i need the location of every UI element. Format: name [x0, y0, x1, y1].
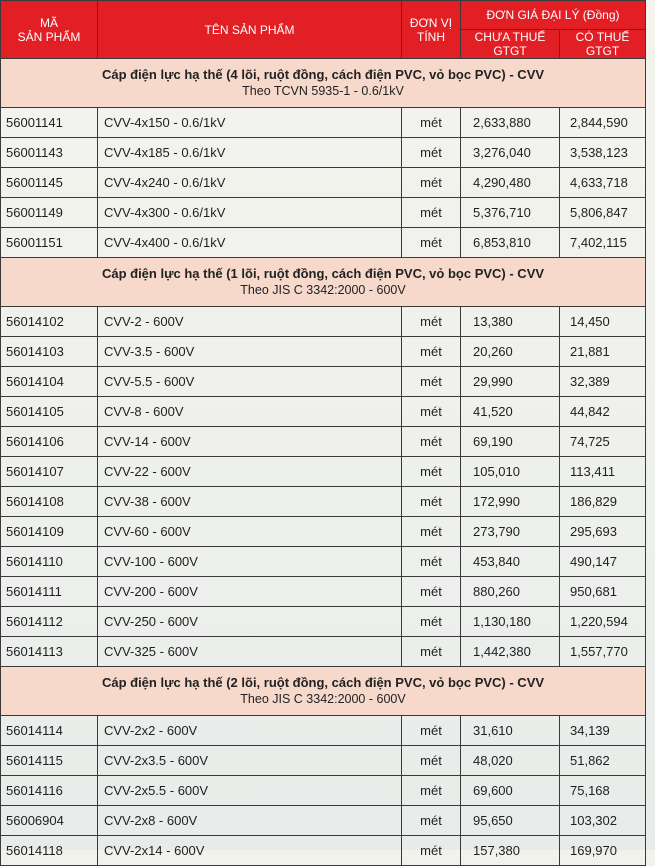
product-name-cell: CVV-2x5.5 - 600V [98, 776, 402, 806]
product-name-cell: CVV-325 - 600V [98, 637, 402, 667]
section-title: Cáp điện lực hạ thế (4 lõi, ruột đồng, cách điện PVC, vỏ bọc PVC) - CVV [101, 67, 545, 82]
unit-cell: mét [402, 397, 461, 427]
price-incl-vat-cell: 103,302 [560, 806, 646, 836]
header-product-code: MÃ SẢN PHẨM [1, 1, 98, 59]
product-name-cell: CVV-200 - 600V [98, 577, 402, 607]
table-row [1, 607, 646, 637]
price-incl-vat-cell: 3,538,123 [560, 138, 646, 168]
product-code-cell: 56014110 [1, 547, 98, 577]
unit-cell: mét [402, 746, 461, 776]
unit-cell: mét [402, 337, 461, 367]
product-name-cell: CVV-4x150 - 0.6/1kV [98, 108, 402, 138]
section-title: Cáp điện lực hạ thế (1 lõi, ruột đồng, cách điện PVC, vỏ bọc PVC) - CVV [101, 266, 545, 281]
table-row [1, 487, 646, 517]
section-header-row [1, 258, 646, 307]
unit-cell: mét [402, 427, 461, 457]
section-subtitle: Theo JIS C 3342:2000 - 600V [240, 283, 406, 297]
product-code-cell: 56014109 [1, 517, 98, 547]
price-incl-vat-cell: 34,139 [560, 716, 646, 746]
unit-cell: mét [402, 367, 461, 397]
table-row [1, 397, 646, 427]
header-unit: ĐƠN VỊ TÍNH [402, 1, 461, 59]
product-code-cell: 56014104 [1, 367, 98, 397]
product-code-cell: 56001151 [1, 228, 98, 258]
unit-cell: mét [402, 607, 461, 637]
product-code-cell: 56014107 [1, 457, 98, 487]
price-excl-vat-cell: 880,260 [461, 577, 560, 607]
product-code-cell: 56006904 [1, 806, 98, 836]
section-header-row [1, 667, 646, 716]
product-code-cell: 56014102 [1, 307, 98, 337]
price-incl-vat-cell: 169,970 [560, 836, 646, 866]
table-row [1, 108, 646, 138]
price-excl-vat-cell: 6,853,810 [461, 228, 560, 258]
price-excl-vat-cell: 5,376,710 [461, 198, 560, 228]
price-excl-vat-cell: 3,276,040 [461, 138, 560, 168]
price-incl-vat-cell: 2,844,590 [560, 108, 646, 138]
price-incl-vat-cell: 7,402,115 [560, 228, 646, 258]
section-header [1, 59, 646, 108]
price-incl-vat-cell: 113,411 [560, 457, 646, 487]
product-name-cell: CVV-14 - 600V [98, 427, 402, 457]
price-incl-vat-cell: 32,389 [560, 367, 646, 397]
product-name-cell: CVV-22 - 600V [98, 457, 402, 487]
unit-cell: mét [402, 487, 461, 517]
header-price-excl-vat: CHƯA THUẾ GTGT [461, 30, 560, 59]
section-subtitle: Theo JIS C 3342:2000 - 600V [240, 692, 406, 706]
section-subtitle: Theo TCVN 5935-1 - 0.6/1kV [242, 84, 404, 98]
product-code-cell: 56001141 [1, 108, 98, 138]
price-excl-vat-cell: 29,990 [461, 367, 560, 397]
header-dealer-price: ĐƠN GIÁ ĐẠI LÝ (Đồng) [461, 1, 646, 30]
product-code-cell: 56014111 [1, 577, 98, 607]
table-row [1, 138, 646, 168]
unit-cell: mét [402, 577, 461, 607]
product-code-cell: 56014115 [1, 746, 98, 776]
product-name-cell: CVV-5.5 - 600V [98, 367, 402, 397]
product-name-cell: CVV-4x185 - 0.6/1kV [98, 138, 402, 168]
price-incl-vat-cell: 490,147 [560, 547, 646, 577]
product-code-cell: 56014106 [1, 427, 98, 457]
product-name-cell: CVV-2 - 600V [98, 307, 402, 337]
price-incl-vat-cell: 51,862 [560, 746, 646, 776]
table-row [1, 228, 646, 258]
unit-cell: mét [402, 198, 461, 228]
price-excl-vat-cell: 453,840 [461, 547, 560, 577]
table-body [1, 59, 646, 866]
product-code-cell: 56014105 [1, 397, 98, 427]
product-name-cell: CVV-4x400 - 0.6/1kV [98, 228, 402, 258]
unit-cell: mét [402, 517, 461, 547]
section-title: Cáp điện lực hạ thế (2 lõi, ruột đồng, cách điện PVC, vỏ bọc PVC) - CVV [101, 675, 545, 690]
product-code-cell: 56001149 [1, 198, 98, 228]
price-incl-vat-cell: 186,829 [560, 487, 646, 517]
table-row [1, 427, 646, 457]
price-incl-vat-cell: 14,450 [560, 307, 646, 337]
price-excl-vat-cell: 273,790 [461, 517, 560, 547]
table-row [1, 198, 646, 228]
product-name-cell: CVV-3.5 - 600V [98, 337, 402, 367]
price-incl-vat-cell: 75,168 [560, 776, 646, 806]
price-excl-vat-cell: 48,020 [461, 746, 560, 776]
table-row [1, 307, 646, 337]
table-row [1, 337, 646, 367]
price-excl-vat-cell: 69,600 [461, 776, 560, 806]
table-row [1, 577, 646, 607]
product-name-cell: CVV-8 - 600V [98, 397, 402, 427]
unit-cell: mét [402, 836, 461, 866]
product-code-cell: 56001143 [1, 138, 98, 168]
table-row [1, 637, 646, 667]
product-name-cell: CVV-100 - 600V [98, 547, 402, 577]
product-name-cell: CVV-2x14 - 600V [98, 836, 402, 866]
price-excl-vat-cell: 31,610 [461, 716, 560, 746]
price-incl-vat-cell: 21,881 [560, 337, 646, 367]
product-name-cell: CVV-2x8 - 600V [98, 806, 402, 836]
product-name-cell: CVV-2x2 - 600V [98, 716, 402, 746]
unit-cell: mét [402, 108, 461, 138]
table-header [1, 1, 646, 59]
price-excl-vat-cell: 157,380 [461, 836, 560, 866]
unit-cell: mét [402, 457, 461, 487]
price-incl-vat-cell: 1,220,594 [560, 607, 646, 637]
price-excl-vat-cell: 13,380 [461, 307, 560, 337]
table-row [1, 457, 646, 487]
table-row [1, 367, 646, 397]
price-excl-vat-cell: 105,010 [461, 457, 560, 487]
product-code-cell: 56001145 [1, 168, 98, 198]
section-header [1, 667, 646, 716]
section-header [1, 258, 646, 307]
price-incl-vat-cell: 950,681 [560, 577, 646, 607]
price-incl-vat-cell: 1,557,770 [560, 637, 646, 667]
price-excl-vat-cell: 1,442,380 [461, 637, 560, 667]
unit-cell: mét [402, 547, 461, 577]
price-excl-vat-cell: 69,190 [461, 427, 560, 457]
table-row [1, 776, 646, 806]
unit-cell: mét [402, 138, 461, 168]
table-row [1, 806, 646, 836]
price-excl-vat-cell: 4,290,480 [461, 168, 560, 198]
unit-cell: mét [402, 228, 461, 258]
product-name-cell: CVV-250 - 600V [98, 607, 402, 637]
price-excl-vat-cell: 1,130,180 [461, 607, 560, 637]
table-row [1, 716, 646, 746]
product-code-cell: 56014108 [1, 487, 98, 517]
price-excl-vat-cell: 172,990 [461, 487, 560, 517]
unit-cell: mét [402, 806, 461, 836]
unit-cell: mét [402, 168, 461, 198]
product-name-cell: CVV-60 - 600V [98, 517, 402, 547]
product-code-cell: 56014103 [1, 337, 98, 367]
product-code-cell: 56014118 [1, 836, 98, 866]
price-incl-vat-cell: 74,725 [560, 427, 646, 457]
price-incl-vat-cell: 5,806,847 [560, 198, 646, 228]
unit-cell: mét [402, 307, 461, 337]
unit-cell: mét [402, 716, 461, 746]
header-product-name: TÊN SẢN PHẨM [98, 1, 402, 59]
unit-cell: mét [402, 776, 461, 806]
price-excl-vat-cell: 41,520 [461, 397, 560, 427]
table-row [1, 836, 646, 866]
product-name-cell: CVV-2x3.5 - 600V [98, 746, 402, 776]
product-name-cell: CVV-4x300 - 0.6/1kV [98, 198, 402, 228]
price-excl-vat-cell: 2,633,880 [461, 108, 560, 138]
product-name-cell: CVV-38 - 600V [98, 487, 402, 517]
product-code-cell: 56014113 [1, 637, 98, 667]
header-price-incl-vat: CÓ THUẾ GTGT [560, 30, 646, 59]
price-excl-vat-cell: 95,650 [461, 806, 560, 836]
table-row [1, 746, 646, 776]
price-incl-vat-cell: 4,633,718 [560, 168, 646, 198]
price-incl-vat-cell: 44,842 [560, 397, 646, 427]
section-header-row [1, 59, 646, 108]
product-name-cell: CVV-4x240 - 0.6/1kV [98, 168, 402, 198]
table-row [1, 517, 646, 547]
table-row [1, 547, 646, 577]
table-row [1, 168, 646, 198]
product-code-cell: 56014114 [1, 716, 98, 746]
unit-cell: mét [402, 637, 461, 667]
price-excl-vat-cell: 20,260 [461, 337, 560, 367]
price-incl-vat-cell: 295,693 [560, 517, 646, 547]
product-code-cell: 56014116 [1, 776, 98, 806]
product-code-cell: 56014112 [1, 607, 98, 637]
